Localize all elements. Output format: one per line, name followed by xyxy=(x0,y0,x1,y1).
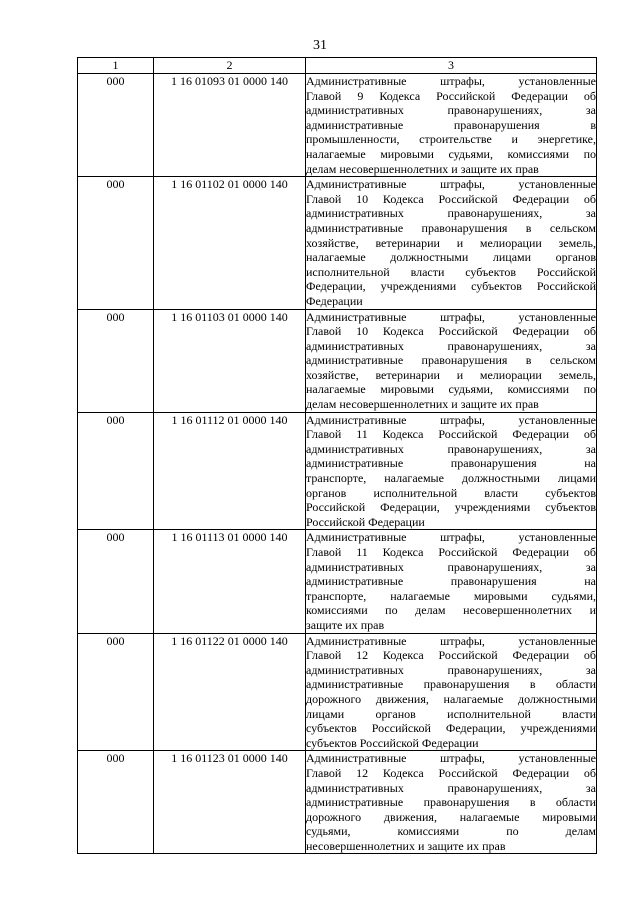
budget-classification-code-cell: 1 16 01102 01 0000 140 xyxy=(154,177,306,309)
table-row xyxy=(78,751,597,854)
description-line: Административные штрафы, установленные xyxy=(306,177,596,192)
description-line: транспорте, налагаемые должностными лицами xyxy=(306,471,596,486)
description-line: несовершеннолетних и защите их прав xyxy=(306,838,506,853)
admin-code-cell: 000 xyxy=(78,74,154,177)
admin-code-cell: 000 xyxy=(78,412,154,530)
description-line: Административные штрафы, установленные xyxy=(306,74,596,88)
table-row xyxy=(78,74,597,177)
description-line: дорожного движения, налагаемые мировыми xyxy=(306,809,596,824)
admin-code-cell: 000 xyxy=(78,751,154,854)
revenue-description-cell xyxy=(306,309,597,412)
description-line: Административные штрафы, установленные xyxy=(306,751,596,766)
revenue-description-cell xyxy=(306,530,597,633)
budget-classification-code-cell: 1 16 01112 01 0000 140 xyxy=(154,412,306,530)
description-line: Главой 12 Кодекса Российской Федерации об xyxy=(306,765,596,780)
revenue-description-cell xyxy=(306,177,597,309)
column-header-2: 2 xyxy=(154,58,306,74)
description-line: Главой 10 Кодекса Российской Федерации об xyxy=(306,191,596,206)
description-line: административных правонарушениях, за xyxy=(306,559,596,574)
description-line: Российской Федерации xyxy=(306,514,425,529)
admin-code-cell: 000 xyxy=(78,530,154,633)
description-line: административные правонарушения на xyxy=(306,456,596,471)
budget-classification-code-cell: 1 16 01103 01 0000 140 xyxy=(154,309,306,412)
revenue-description-cell xyxy=(306,633,597,751)
admin-code-cell: 000 xyxy=(78,633,154,751)
table-row xyxy=(78,633,597,751)
description-line: делам несовершеннолетних и защите их прав xyxy=(306,161,539,176)
budget-classification-code-cell: 1 16 01122 01 0000 140 xyxy=(154,633,306,751)
page-number: 31 xyxy=(313,38,327,53)
table-row xyxy=(78,309,597,412)
description-line: налагаемые мировыми судьями, комиссиями по xyxy=(306,382,596,397)
description-line: дорожного движения, налагаемые должностными xyxy=(306,691,596,706)
revenue-description-cell xyxy=(306,751,597,854)
description-line: Административные штрафы, установленные xyxy=(306,309,596,324)
description-line: административные правонарушения в сельском xyxy=(306,353,596,368)
description-line: административных правонарушениях, за xyxy=(306,103,596,118)
table-row xyxy=(78,177,597,309)
description-line: Главой 9 Кодекса Российской Федерации об xyxy=(306,88,596,103)
description-line: Административные штрафы, установленные xyxy=(306,530,596,545)
revenue-classification-table xyxy=(77,57,597,854)
description-line: Главой 11 Кодекса Российской Федерации об xyxy=(306,545,596,559)
description-line: Федерации, учреждениями субъектов Российской xyxy=(306,279,596,294)
description-line: административных правонарушениях, за xyxy=(306,662,596,677)
budget-classification-code-cell: 1 16 01113 01 0000 140 xyxy=(154,530,306,633)
description-line: административные правонарушения в области xyxy=(306,795,596,810)
description-line: Административные штрафы, установленные xyxy=(306,633,596,648)
description-line: транспорте, налагаемые мировыми судьями, xyxy=(306,588,596,603)
description-line: лицами органов исполнительной власти xyxy=(306,706,596,721)
description-line: административных правонарушениях, за xyxy=(306,441,596,456)
column-header-1: 1 xyxy=(78,58,154,74)
description-line: Федерации xyxy=(306,293,363,308)
description-line: делам несовершеннолетних и защите их прав xyxy=(306,397,539,412)
revenue-description-cell xyxy=(306,74,597,177)
description-line: Главой 12 Кодекса Российской Федерации об xyxy=(306,648,596,663)
description-line: Административные штрафы, установленные xyxy=(306,412,596,427)
description-line: административных правонарушениях, за xyxy=(306,206,596,221)
budget-classification-code-cell: 1 16 01093 01 0000 140 xyxy=(154,74,306,177)
description-line: органов исполнительной власти субъектов xyxy=(306,485,596,500)
description-line: субъектов Российской Федерации, учреждениями xyxy=(306,721,596,736)
budget-classification-code-cell: 1 16 01123 01 0000 140 xyxy=(154,751,306,854)
table-header-row xyxy=(78,58,597,74)
description-line: налагаемые мировыми судьями, комиссиями по xyxy=(306,146,596,161)
admin-code-cell: 000 xyxy=(78,309,154,412)
description-line: Главой 10 Кодекса Российской Федерации об xyxy=(306,324,596,339)
admin-code-cell: 000 xyxy=(78,177,154,309)
description-line: субъектов Российской Федерации xyxy=(306,735,479,750)
description-line: административные правонарушения в сельском xyxy=(306,220,596,235)
description-line: административные правонарушения в области xyxy=(306,677,596,692)
table-row xyxy=(78,412,597,530)
description-line: административные правонарушения на xyxy=(306,574,596,589)
description-line: налагаемые должностными лицами органов xyxy=(306,250,596,265)
description-line: хозяйстве, ветеринарии и мелиорации земель, xyxy=(306,235,596,250)
description-line: комиссиями по делам несовершеннолетних и xyxy=(306,603,596,618)
description-line: хозяйстве, ветеринарии и мелиорации земель, xyxy=(306,367,596,382)
description-line: Российской Федерации, учреждениями субъектов xyxy=(306,500,596,515)
revenue-description-cell xyxy=(306,412,597,530)
description-line: промышленности, строительстве и энергетике, xyxy=(306,132,596,147)
description-line: административных правонарушениях, за xyxy=(306,338,596,353)
description-line: судьями, комиссиями по делам xyxy=(306,824,596,839)
description-line: административных правонарушениях, за xyxy=(306,780,596,795)
description-line: исполнительной власти субъектов Российской xyxy=(306,264,596,279)
table-row xyxy=(78,530,597,633)
description-line: защите их прав xyxy=(306,617,385,632)
description-line: Главой 11 Кодекса Российской Федерации об xyxy=(306,427,596,442)
description-line: административные правонарушения в xyxy=(306,117,596,132)
column-header-3: 3 xyxy=(306,58,597,74)
